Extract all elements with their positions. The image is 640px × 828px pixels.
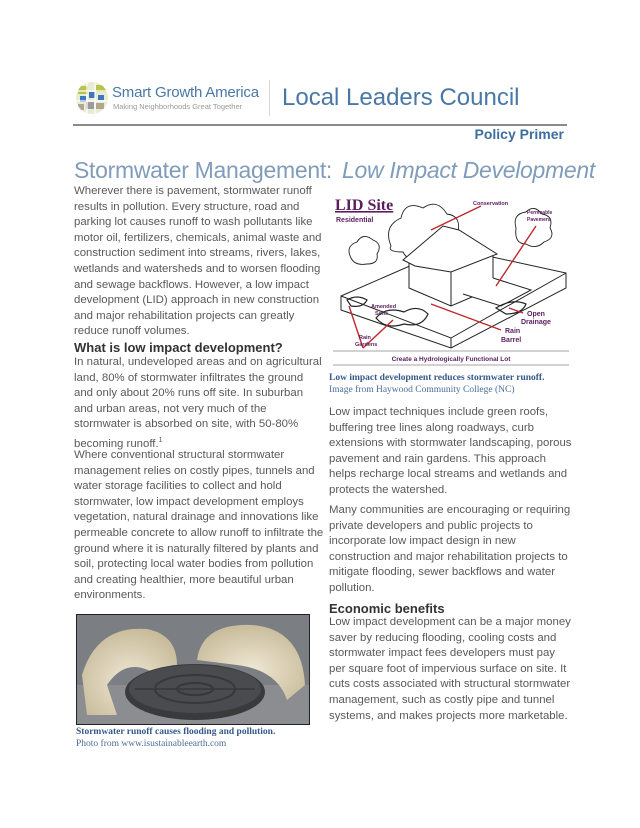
lid-site-diagram (331, 188, 571, 366)
label-permeable-2: Pavement (527, 217, 551, 223)
title-sub: Low Impact Development (342, 157, 595, 183)
section-heading-what-is-lid: What is low impact development? (74, 340, 283, 355)
header-divider (269, 80, 270, 116)
page-title (74, 157, 595, 184)
photo-caption (76, 726, 316, 750)
org-name: Smart Growth America (112, 84, 259, 101)
label-rain-gardens-2: Gardens (355, 342, 378, 348)
diagram-caption (329, 372, 574, 396)
techniques-paragraph: Low impact techniques include green roofs, buffering tree lines along roadways, curb extensions with stormwater landscaping, porous pavement and rain gardens. This approach helps recharge local streams and wetlands and protects the watershed. (329, 406, 572, 496)
label-amended-1: Amended (371, 304, 397, 310)
label-open-1: Open (527, 311, 545, 318)
label-permeable-1: Permeable (527, 210, 553, 216)
label-rain-gardens-1: Rain (359, 335, 371, 341)
lid-paragraph-1 (74, 355, 324, 452)
label-amended-2: Soils (375, 311, 389, 317)
diagram-caption-title: Low impact development reduces stormwater runoff. (329, 373, 545, 383)
lid-paragraph-2: Where conventional structural stormwater management relies on costly pipes, tunnels and water storage facilities to collect and hold stormwater, low impact development employs vegetation, natural drainage and innovations like permeable concrete to allow runoff to infiltrate the ground where it is naturally filtered by plants and soil, protecting local water bodies from pollution and creating healthier, more beautiful urban environments. (74, 449, 324, 602)
lid-paragraph-1-text: In natural, undeveloped areas and on agricultural land, 80% of stormwater infiltrates the ground and only about 20% runs off site. In suburban and urban areas, not very much of the stormwater is absorbed on site, with 50-80% becoming runoff. (74, 356, 322, 450)
org-tagline: Making Neighborhoods Great Together (113, 102, 243, 111)
economic-paragraph: Low impact development can be a major money saver by reducing flooding, cooling costs and stormwater impact fees developers must pay per square foot of impervious surface on site. It cuts costs associated with structural stormwater management, such as costly pipe and tunnel systems, and makes projects more marketable. (329, 616, 571, 722)
diagram-subtitle: Residential (336, 217, 374, 224)
label-conservation: Conservation (473, 201, 509, 207)
photo-caption-credit: Photo from www.isustainableearth.com (76, 739, 227, 749)
label-rain-barrel-1: Rain (505, 328, 521, 335)
doc-type: Policy Primer (474, 126, 564, 142)
diagram-caption-credit: Image from Haywood Community College (NC) (329, 385, 515, 395)
footnote-ref[interactable]: 1 (158, 436, 163, 444)
communities-paragraph: Many communities are encouraging or requiring private developers and public projects to incorporate low impact design in new construction and major rehabilitation projects to mitigate flooding, sewer backflows and water pollution. (329, 504, 571, 594)
photo-caption-title: Stormwater runoff causes flooding and pollution. (76, 727, 276, 737)
title-main: Stormwater Management: (74, 157, 333, 183)
council-name: Local Leaders Council (282, 84, 520, 111)
stormwater-photo (76, 614, 310, 725)
diagram-footer: Create a Hydrologically Functional Lot (391, 356, 511, 363)
diagram-title: LID Site (335, 197, 394, 214)
section-heading-economic-benefits: Economic benefits (329, 601, 445, 616)
label-open-2: Drainage (521, 319, 551, 326)
label-rain-barrel-2: Barrel (501, 337, 522, 344)
intro-paragraph: Wherever there is pavement, stormwater runoff results in pollution. Every structure, road and parking lot causes runoff to wash pollutants like motor oil, fertilizers, chemicals, animal waste and construction sediment into streams, rivers, lakes, wetlands and watersheds and to worsen flooding and sewage backflows. However, a low impact development (LID) approach in new construction and major rehabilitation projects can greatly reduce runoff volumes. (74, 185, 322, 338)
sga-logo-icon (76, 82, 108, 114)
manhole-flood-image (77, 615, 309, 724)
